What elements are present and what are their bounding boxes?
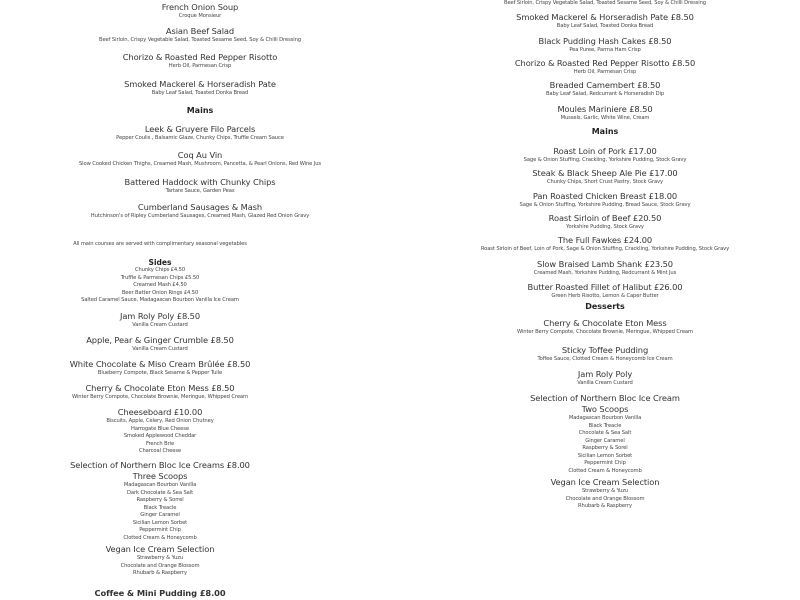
dish-title: Roast Sirloin of Beef £20.50: [548, 213, 662, 223]
dish-subtitle: Three Scoops: [132, 471, 188, 481]
cut-off-desc: Beef Sirloin, Crispy Vegetable Salad, Toasted Sesame Seed, Soy & Chilli Dressing: [504, 0, 706, 6]
dish-title: Slow Braised Lamb Shank £23.50: [537, 259, 673, 269]
flavour: Ginger Caramel: [585, 437, 625, 444]
dish-title: Smoked Mackerel & Horseradish Pate: [124, 79, 276, 89]
dish-desc: Beef Sirloin, Crispy Vegetable Salad, Toasted Sesame Seed, Soy & Chilli Dressing: [99, 37, 301, 43]
dish-desc: Pea Puree, Parma Ham Crisp: [569, 47, 641, 53]
dish-title: Jam Roly Poly £8.50: [119, 311, 201, 321]
menu-item: [480, 168, 730, 187]
flavour: Madagascan Bourbon Vanilla: [568, 415, 642, 421]
dish-title: Cherry & Chocolate Eton Mess: [543, 318, 667, 328]
dish-desc: Herb Oil, Parmesan Crisp: [168, 63, 232, 69]
flavour: Clotted Cream & Honeycomb: [123, 534, 197, 541]
cheese-line: Biscuits, Apple, Celery, Red Onion Chutney: [106, 418, 214, 424]
dish-desc: Green Herb Risotto, Lemon & Caper Butter: [551, 293, 659, 299]
menu-item: [480, 259, 730, 278]
menu-item: [0, 359, 320, 378]
menu-item: [480, 104, 730, 123]
dish-desc: Mussels, Garlic, White Wine, Cream: [560, 115, 650, 121]
dish-desc: Toffee Sauce, Clotted Cream & Honeycomb Ice Cream: [537, 356, 673, 362]
section-heading-mains: Mains: [186, 106, 214, 115]
side-item: Chunky Chips £4.50: [134, 267, 186, 273]
dish-desc: Hutchinson's of Ripley Cumberland Sausages, Creamed Mash, Glazed Red Onion Gravy: [90, 213, 310, 219]
dish-desc: Winter Berry Compote, Chocolate Brownie, Meringue, Whipped Cream: [517, 329, 693, 335]
menu-item: [40, 202, 360, 221]
menu-item: [480, 213, 730, 232]
flavour: Dark Chocolate & Sea Salt: [126, 489, 194, 496]
dish-title: Vegan Ice Cream Selection: [105, 544, 215, 554]
menu-item: [0, 311, 320, 330]
dish-title: Asian Beef Salad: [165, 26, 235, 36]
dish-title: Cumberland Sausages & Mash: [137, 202, 263, 212]
dish-title: Pan Roasted Chicken Breast £18.00: [532, 191, 678, 201]
flavour: Chocolate and Orange Blossom: [565, 495, 645, 502]
right-menu-column: [480, 0, 730, 600]
dish-title: Roast Loin of Pork £17.00: [553, 146, 657, 156]
flavour: Rhubarb & Raspberry: [133, 570, 187, 576]
dish-title: Cherry & Chocolate Eton Mess £8.50: [85, 383, 235, 393]
dish-title: Moules Mariniere £8.50: [557, 104, 653, 114]
dish-desc: Vanilla Cream Custard: [577, 380, 633, 386]
menu-item: [480, 12, 730, 31]
cheese-line: Smoked Applewood Cheddar: [123, 433, 197, 439]
dish-desc: Sage & Onion Stuffing, Yorkshire Pudding, Bread Sauce, Stock Gravy: [519, 202, 691, 208]
menu-item: [0, 335, 320, 354]
cheeseboard: [0, 407, 320, 456]
dish-desc: Winter Berry Compote, Chocolate Brownie, Meringue, Whipped Cream: [72, 394, 248, 400]
dish-title: Butter Roasted Fillet of Halibut £26.00: [527, 282, 683, 292]
vegan-ice-cream: [0, 544, 320, 578]
flavour: Sicilian Lemon Sorbet: [132, 519, 188, 526]
dish-title: The Full Fawkes £24.00: [557, 235, 653, 245]
side-item: Beer Batter Onion Rings £4.50: [121, 289, 199, 296]
flavour: Raspberry & Sorrel: [136, 497, 184, 503]
side-item: Truffle & Parmesan Chips £5.50: [120, 274, 200, 281]
dish-subtitle: Two Scoops: [581, 404, 629, 414]
dish-desc: Yorkshire Pudding, Stock Gravy: [566, 224, 644, 230]
flavour: Peppermint Chip: [584, 460, 626, 466]
dish-desc: Vanilla Cream Custard: [132, 346, 188, 352]
menu-item: [480, 58, 730, 77]
dish-title: Steak & Black Sheep Ale Pie £17.00: [532, 168, 678, 178]
coffee-pudding: Coffee & Mini Pudding £8.00: [94, 588, 226, 598]
dish-desc: Sage & Onion Stuffing, Crackling, Yorkshire Pudding, Stock Gravy: [523, 157, 687, 163]
dish-title: Cheeseboard £10.00: [117, 407, 203, 417]
dish-desc: Croque Monsieur: [178, 13, 222, 19]
menu-item: [40, 150, 360, 169]
section-heading-desserts: Desserts: [585, 302, 625, 311]
dish-title: Chorizo & Roasted Red Pepper Risotto £8.50: [514, 58, 696, 68]
flavour: Clotted Cream & Honeycomb: [568, 467, 642, 474]
left-menu-column: [40, 0, 360, 600]
menu-item: [480, 369, 730, 388]
menu-item: [0, 383, 320, 402]
dish-title: White Chocolate & Miso Cream Brûlée £8.50: [69, 359, 251, 369]
dish-desc: Baby Leaf Salad, Redcurrant & Horseradish Dip: [545, 91, 665, 97]
dish-title: French Onion Soup: [161, 2, 239, 12]
menu-item: [480, 282, 730, 301]
dish-desc: Vanilla Cream Custard: [132, 322, 188, 328]
menu-item: [480, 36, 730, 55]
flavour: Ginger Caramel: [140, 512, 180, 518]
cheese-line: French Brie: [145, 440, 175, 447]
dish-desc: Roast Sirloin of Beef, Loin of Pork, Sage & Onion Stuffing, Crackling, Yorkshire Pudding, Stock Gravy: [480, 246, 730, 252]
dish-title: Sticky Toffee Pudding: [561, 345, 649, 355]
dish-desc: Creamed Mash, Yorkshire Pudding, Redcurrant & Mint Jus: [533, 270, 677, 276]
menu-item: [40, 177, 360, 196]
flavour: Sicilian Lemon Sorbet: [577, 452, 633, 459]
vegetables-note: All main courses are served with complimentary seasonal vegetables: [73, 241, 247, 247]
flavour: Raspberry & Sorel: [582, 445, 628, 451]
flavour: Rhubarb & Raspberry: [578, 503, 632, 509]
flavour: Strawberry & Yuzu: [581, 488, 629, 494]
dish-desc: Chunky Chips, Short Crust Pastry, Stock Gravy: [547, 179, 663, 185]
dish-desc: Tartare Sauce, Garden Peas: [165, 188, 235, 194]
dish-desc: Pepper Coulis , Balsamic Glaze, Chunky Chips, Truffle Cream Sauce: [116, 135, 284, 141]
dish-title: Leek & Gruyere Filo Parcels: [144, 124, 256, 134]
dish-title: Vegan Ice Cream Selection: [550, 477, 660, 487]
section-heading-mains: Mains: [591, 127, 619, 136]
dish-title: Selection of Northern Bloc Ice Cream: [530, 393, 680, 403]
flavour: Black Treacle: [143, 504, 177, 511]
dish-title: Selection of Northern Bloc Ice Creams £8.00: [70, 460, 250, 470]
menu-item: [480, 318, 730, 337]
flavour: Strawberry & Yuzu: [136, 555, 184, 561]
ice-cream-selection: [480, 393, 730, 475]
dish-title: Smoked Mackerel & Horseradish Pate £8.50: [516, 12, 694, 22]
menu-item: [40, 52, 360, 71]
dish-title: Breaded Camembert £8.50: [549, 80, 661, 90]
sides-list: [0, 267, 320, 297]
menu-item: [40, 26, 360, 45]
dish-desc: Baby Leaf Salad, Toasted Donka Bread: [151, 90, 249, 96]
dish-desc: Blueberry Compote, Black Sesame & Pepper Tuile: [97, 370, 223, 376]
dish-title: Battered Haddock with Chunky Chips: [124, 177, 276, 187]
cheese-line: Harrogate Blue Cheese: [131, 425, 189, 432]
menu-item: [480, 235, 730, 254]
menu-item: [40, 79, 360, 98]
dish-desc: Slow Cooked Chicken Thighs, Creamed Mash, Mushroom, Pancetta, & Pearl Onions, Red Wine Jus: [78, 161, 322, 167]
menu-item: [40, 2, 360, 21]
dish-title: Coq Au Vin: [177, 150, 223, 160]
flavour: Madagascan Bourbon Vanilla: [123, 482, 197, 488]
flavour: Chocolate & Sea Salt: [578, 430, 632, 436]
dish-desc: Baby Leaf Salad, Toasted Donka Bread: [556, 23, 654, 29]
menu-item: [480, 146, 730, 165]
section-heading-sides: Sides: [148, 258, 172, 267]
menu-item: [480, 345, 730, 364]
overlapping-desc-line: Salted Caramel Sauce, Madagascan Bourbon Vanilla Ice Cream: [81, 297, 239, 303]
flavour: Black Treacle: [588, 422, 622, 429]
menu-item: [40, 124, 360, 143]
ice-cream-selection: [0, 460, 320, 542]
dish-title: Black Pudding Hash Cakes £8.50: [538, 36, 672, 46]
dish-desc: Herb Oil, Parmesan Crisp: [573, 69, 637, 75]
vegan-ice-cream: [480, 477, 730, 511]
dish-title: Chorizo & Roasted Red Pepper Risotto: [122, 52, 278, 62]
menu-item: [480, 80, 730, 99]
flavour: Peppermint Chip: [139, 527, 181, 533]
menu-item: [480, 191, 730, 210]
cheese-line: Charcoal Cheese: [138, 448, 182, 454]
dish-title: Apple, Pear & Ginger Crumble £8.50: [86, 335, 234, 345]
side-item: Creamed Mash £4.50: [133, 282, 187, 288]
dish-title: Jam Roly Poly: [577, 369, 633, 379]
flavour: Chocolate and Orange Blossom: [120, 562, 200, 569]
